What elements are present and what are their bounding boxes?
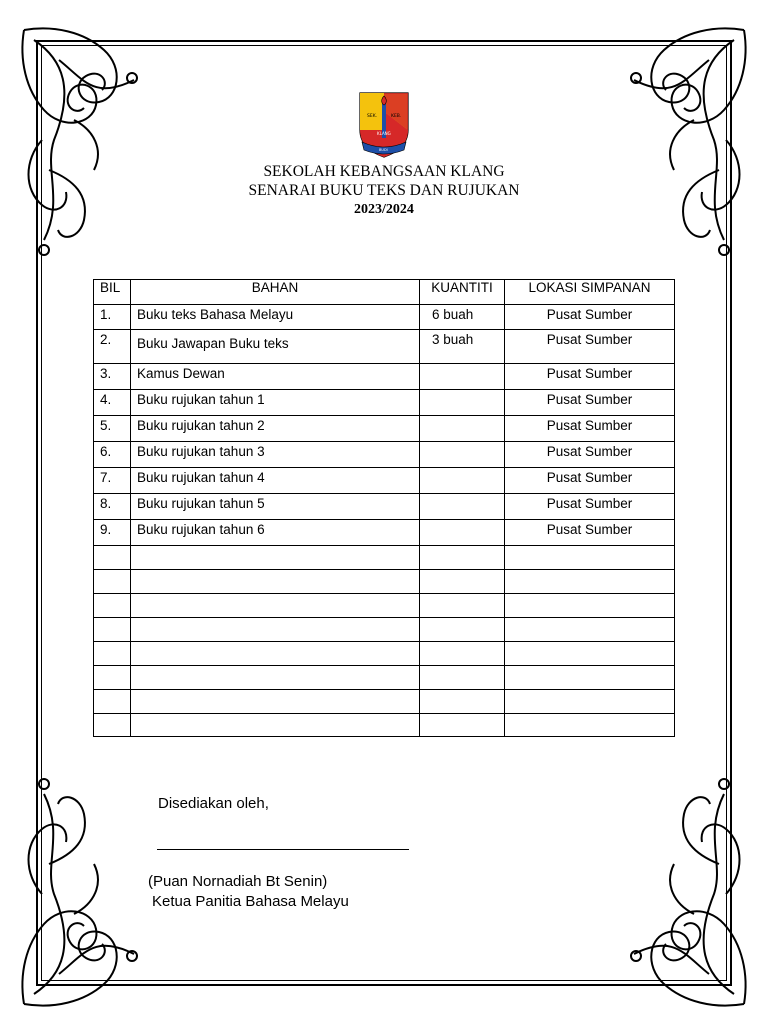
cell-bahan: Buku rujukan tahun 6: [131, 520, 420, 546]
cell-kuantiti: 6 buah: [420, 305, 505, 330]
cell-bil: 5.: [94, 416, 131, 442]
cell-bil: 4.: [94, 390, 131, 416]
cell-bahan: [131, 666, 420, 690]
cell-kuantiti: [420, 690, 505, 714]
header-bil: BIL: [94, 280, 131, 305]
cell-lokasi: [505, 666, 675, 690]
cell-lokasi: [505, 714, 675, 737]
cell-lokasi: Pusat Sumber: [505, 364, 675, 390]
cell-kuantiti: [420, 570, 505, 594]
table-row: [94, 690, 675, 714]
cell-lokasi: [505, 642, 675, 666]
cell-bahan: [131, 594, 420, 618]
cell-bahan: Buku teks Bahasa Melayu: [131, 305, 420, 330]
cell-bahan: Kamus Dewan: [131, 364, 420, 390]
cell-kuantiti: [420, 416, 505, 442]
cell-bahan: [131, 714, 420, 737]
cell-lokasi: Pusat Sumber: [505, 416, 675, 442]
cell-bil: [94, 690, 131, 714]
table-row: [94, 305, 675, 330]
cell-bahan: [131, 570, 420, 594]
cell-bahan: [131, 642, 420, 666]
cell-kuantiti: [420, 364, 505, 390]
cell-bil: [94, 546, 131, 570]
table-row: [94, 330, 675, 364]
svg-text:BUDI: BUDI: [379, 148, 388, 152]
cell-kuantiti: [420, 494, 505, 520]
cell-kuantiti: 3 buah: [420, 330, 505, 364]
header-bahan: BAHAN: [131, 280, 420, 305]
svg-text:KLANG: KLANG: [377, 131, 391, 136]
signatory-position: Ketua Panitia Bahasa Melayu: [152, 893, 349, 910]
table-row: [94, 468, 675, 494]
cell-bil: 1.: [94, 305, 131, 330]
cell-bil: 8.: [94, 494, 131, 520]
cell-bahan: [131, 690, 420, 714]
document-title: SENARAI BUKU TEKS DAN RUJUKAN: [248, 182, 520, 199]
table-row: [94, 618, 675, 642]
cell-bil: 6.: [94, 442, 131, 468]
cell-bahan: Buku rujukan tahun 4: [131, 468, 420, 494]
signatory-name: (Puan Nornadiah Bt Senin): [148, 873, 328, 890]
ornament-corner-bottom-right: [624, 764, 754, 1014]
cell-bahan: Buku rujukan tahun 2: [131, 416, 420, 442]
cell-bil: 9.: [94, 520, 131, 546]
cell-bahan: [131, 546, 420, 570]
cell-bil: [94, 570, 131, 594]
table-row: [94, 520, 675, 546]
cell-kuantiti: [420, 546, 505, 570]
cell-lokasi: [505, 546, 675, 570]
cell-bahan: [131, 618, 420, 642]
cell-lokasi: [505, 594, 675, 618]
cell-bahan: Buku rujukan tahun 5: [131, 494, 420, 520]
table-row: [94, 714, 675, 737]
cell-bil: 7.: [94, 468, 131, 494]
cell-bahan: Buku rujukan tahun 1: [131, 390, 420, 416]
table-body: [94, 305, 675, 737]
ornament-corner-top-left: [14, 20, 144, 270]
cell-lokasi: Pusat Sumber: [505, 520, 675, 546]
cell-lokasi: Pusat Sumber: [505, 330, 675, 364]
svg-text:KEB.: KEB.: [391, 114, 402, 119]
cell-lokasi: [505, 570, 675, 594]
header-kuantiti: KUANTITI: [420, 280, 505, 305]
cell-kuantiti: [420, 468, 505, 494]
cell-lokasi: Pusat Sumber: [505, 442, 675, 468]
school-name: SEKOLAH KEBANGSAAN KLANG: [263, 163, 505, 180]
cell-lokasi: [505, 690, 675, 714]
signature-line: [157, 849, 409, 850]
cell-kuantiti: [420, 442, 505, 468]
school-crest-logo: [358, 90, 410, 160]
table-row: [94, 442, 675, 468]
table-row: [94, 494, 675, 520]
book-list-table: [93, 279, 675, 737]
academic-year: 2023/2024: [354, 202, 414, 217]
cell-kuantiti: [420, 666, 505, 690]
table-row: [94, 570, 675, 594]
table-row: [94, 364, 675, 390]
cell-bil: 3.: [94, 364, 131, 390]
table-row: [94, 546, 675, 570]
cell-bil: [94, 714, 131, 737]
cell-kuantiti: [420, 520, 505, 546]
ornament-corner-bottom-left: [14, 764, 144, 1014]
header-lokasi: LOKASI SIMPANAN: [505, 280, 675, 305]
cell-bil: [94, 642, 131, 666]
cell-bil: [94, 666, 131, 690]
ornament-corner-top-right: [624, 20, 754, 270]
table-row: [94, 416, 675, 442]
cell-kuantiti: [420, 642, 505, 666]
cell-kuantiti: [420, 618, 505, 642]
cell-bil: [94, 618, 131, 642]
table-row: [94, 390, 675, 416]
cell-lokasi: Pusat Sumber: [505, 494, 675, 520]
cell-bil: [94, 594, 131, 618]
table-row: [94, 594, 675, 618]
cell-bahan: Buku rujukan tahun 3: [131, 442, 420, 468]
cell-lokasi: Pusat Sumber: [505, 468, 675, 494]
cell-lokasi: Pusat Sumber: [505, 390, 675, 416]
table-row: [94, 666, 675, 690]
svg-text:SEK.: SEK.: [367, 114, 378, 119]
cell-lokasi: [505, 618, 675, 642]
cell-kuantiti: [420, 594, 505, 618]
cell-kuantiti: [420, 714, 505, 737]
prepared-by-label: Disediakan oleh,: [158, 795, 269, 812]
table-row: [94, 642, 675, 666]
cell-kuantiti: [420, 390, 505, 416]
cell-bil: 2.: [94, 330, 131, 364]
table-header-row: [94, 280, 675, 305]
cell-lokasi: Pusat Sumber: [505, 305, 675, 330]
cell-bahan: Buku Jawapan Buku teks: [131, 330, 420, 364]
